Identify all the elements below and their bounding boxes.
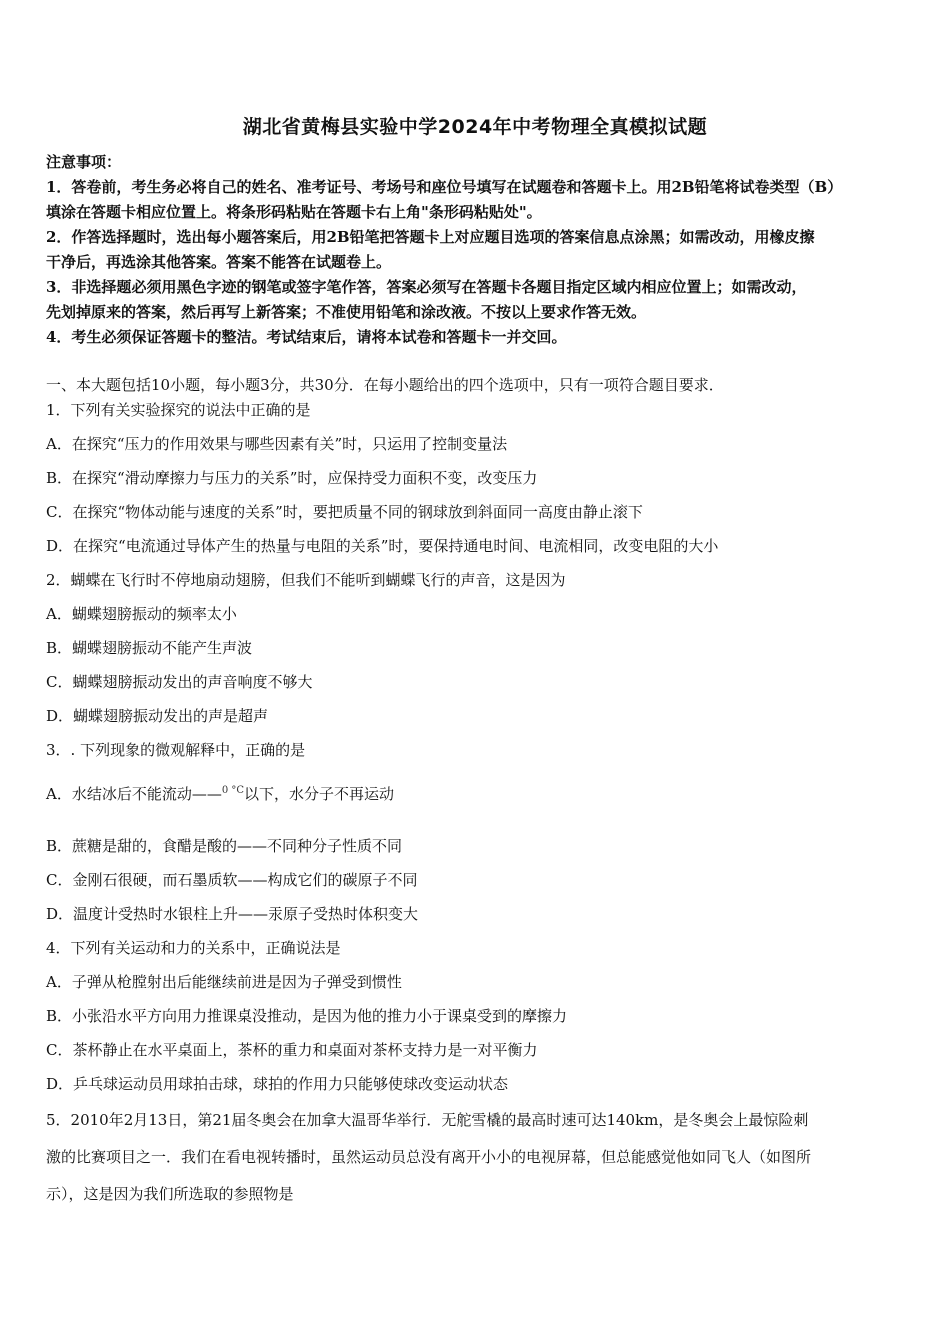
question-4-option-a: A．子弹从枪膛射出后能继续前进是因为子弹受到惯性 — [46, 973, 402, 991]
question-2-option-b: B．蝴蝶翅膀振动不能产生声波 — [46, 639, 253, 657]
notice-line: 1．答卷前，考生务必将自己的姓名、准考证号、考场号和座位号填写在试题卷和答题卡上。用2B铅笔将试卷类型（B） — [46, 178, 843, 196]
question-4-option-d: D．乒乓球运动员用球拍击球，球拍的作用力只能够使球改变运动状态 — [46, 1075, 509, 1093]
question-4-option-c: C．茶杯静止在水平桌面上，茶杯的重力和桌面对茶杯支持力是一对平衡力 — [46, 1041, 538, 1059]
question-3-stem: 3．. 下列现象的微观解释中，正确的是 — [46, 741, 306, 759]
question-1-option-d: D．在探究“电流通过导体产生的热量与电阻的关系”时，要保持通电时间、电流相同，改变电阻的大小 — [46, 537, 719, 555]
question-2-stem: 2．蝴蝶在飞行时不停地扇动翅膀，但我们不能听到蝴蝶飞行的声音，这是因为 — [46, 571, 566, 589]
notice-line: 填涂在答题卡相应位置上。将条形码粘贴在答题卡右上角"条形码粘贴处"。 — [46, 203, 542, 221]
question-3-option-d: D．温度计受热时水银柱上升——汞原子受热时体积变大 — [46, 905, 419, 923]
question-5-line-2: 激的比赛项目之一．我们在看电视转播时，虽然运动员总没有离开小小的电视屏幕，但总能感觉他如同飞人（如图所 — [46, 1148, 812, 1166]
option-a-text-end: 以下，水分子不再运动 — [244, 785, 395, 803]
question-4-option-b: B．小张沿水平方向用力推课桌没推动，是因为他的推力小于课桌受到的摩擦力 — [46, 1007, 568, 1025]
notice-heading: 注意事项： — [46, 153, 122, 171]
question-2-option-c: C．蝴蝶翅膀振动发出的声音响度不够大 — [46, 673, 313, 691]
question-3-option-b: B．蔗糖是甜的，食醋是酸的——不同种分子性质不同 — [46, 837, 403, 855]
question-2-option-d: D．蝴蝶翅膀振动发出的声是超声 — [46, 707, 269, 725]
section-heading: 一、本大题包括10小题，每小题3分，共30分．在每小题给出的四个选项中，只有一项符合题目要求． — [46, 376, 724, 394]
question-1-stem: 1．下列有关实验探究的说法中正确的是 — [46, 401, 311, 419]
question-3-option-c: C．金刚石很硬，而石墨质软——构成它们的碳原子不同 — [46, 871, 418, 889]
question-5-line-3: 示），这是因为我们所选取的参照物是 — [46, 1185, 294, 1203]
question-4-stem: 4．下列有关运动和力的关系中，正确说法是 — [46, 939, 341, 957]
question-1-option-b: B．在探究“滑动摩擦力与压力的关系”时，应保持受力面积不变，改变压力 — [46, 469, 538, 487]
notice-line: 先划掉原来的答案，然后再写上新答案；不准使用铅笔和涂改液。不按以上要求作答无效。 — [46, 303, 647, 321]
notice-line: 3．非选择题必须用黑色字迹的钢笔或签字笔作答，答案必须写在答题卡各题目指定区域内相应位置上；如需改动， — [46, 278, 807, 296]
notice-line: 干净后，再选涂其他答案。答案不能答在试题卷上。 — [46, 253, 392, 271]
question-1-option-c: C．在探究“物体动能与速度的关系”时，要把质量不同的钢球放到斜面同一高度由静止滚下 — [46, 503, 643, 521]
temperature-unit: 0 °C — [221, 785, 245, 796]
question-1-option-a: A．在探究“压力的作用效果与哪些因素有关”时，只运用了控制变量法 — [46, 435, 508, 453]
option-a-text-start: A．水结冰后不能流动—— — [46, 785, 222, 803]
page-title: 湖北省黄梅县实验中学2024年中考物理全真模拟试题 — [242, 116, 708, 138]
notice-line: 2．作答选择题时，选出每小题答案后，用2B铅笔把答题卡上对应题目选项的答案信息点涂黑；如需改动，用橡皮擦 — [46, 228, 815, 246]
question-3-option-a — [46, 781, 394, 804]
question-5-line-1: 5．2010年2月13日，第21届冬奥会在加拿大温哥华举行．无舵雪橇的最高时速可达140km，是冬奥会上最惊险刺 — [46, 1111, 809, 1129]
notice-line: 4．考生必须保证答题卡的整洁。考试结束后，请将本试卷和答题卡一并交回。 — [46, 328, 567, 346]
question-2-option-a: A．蝴蝶翅膀振动的频率太小 — [46, 605, 237, 623]
